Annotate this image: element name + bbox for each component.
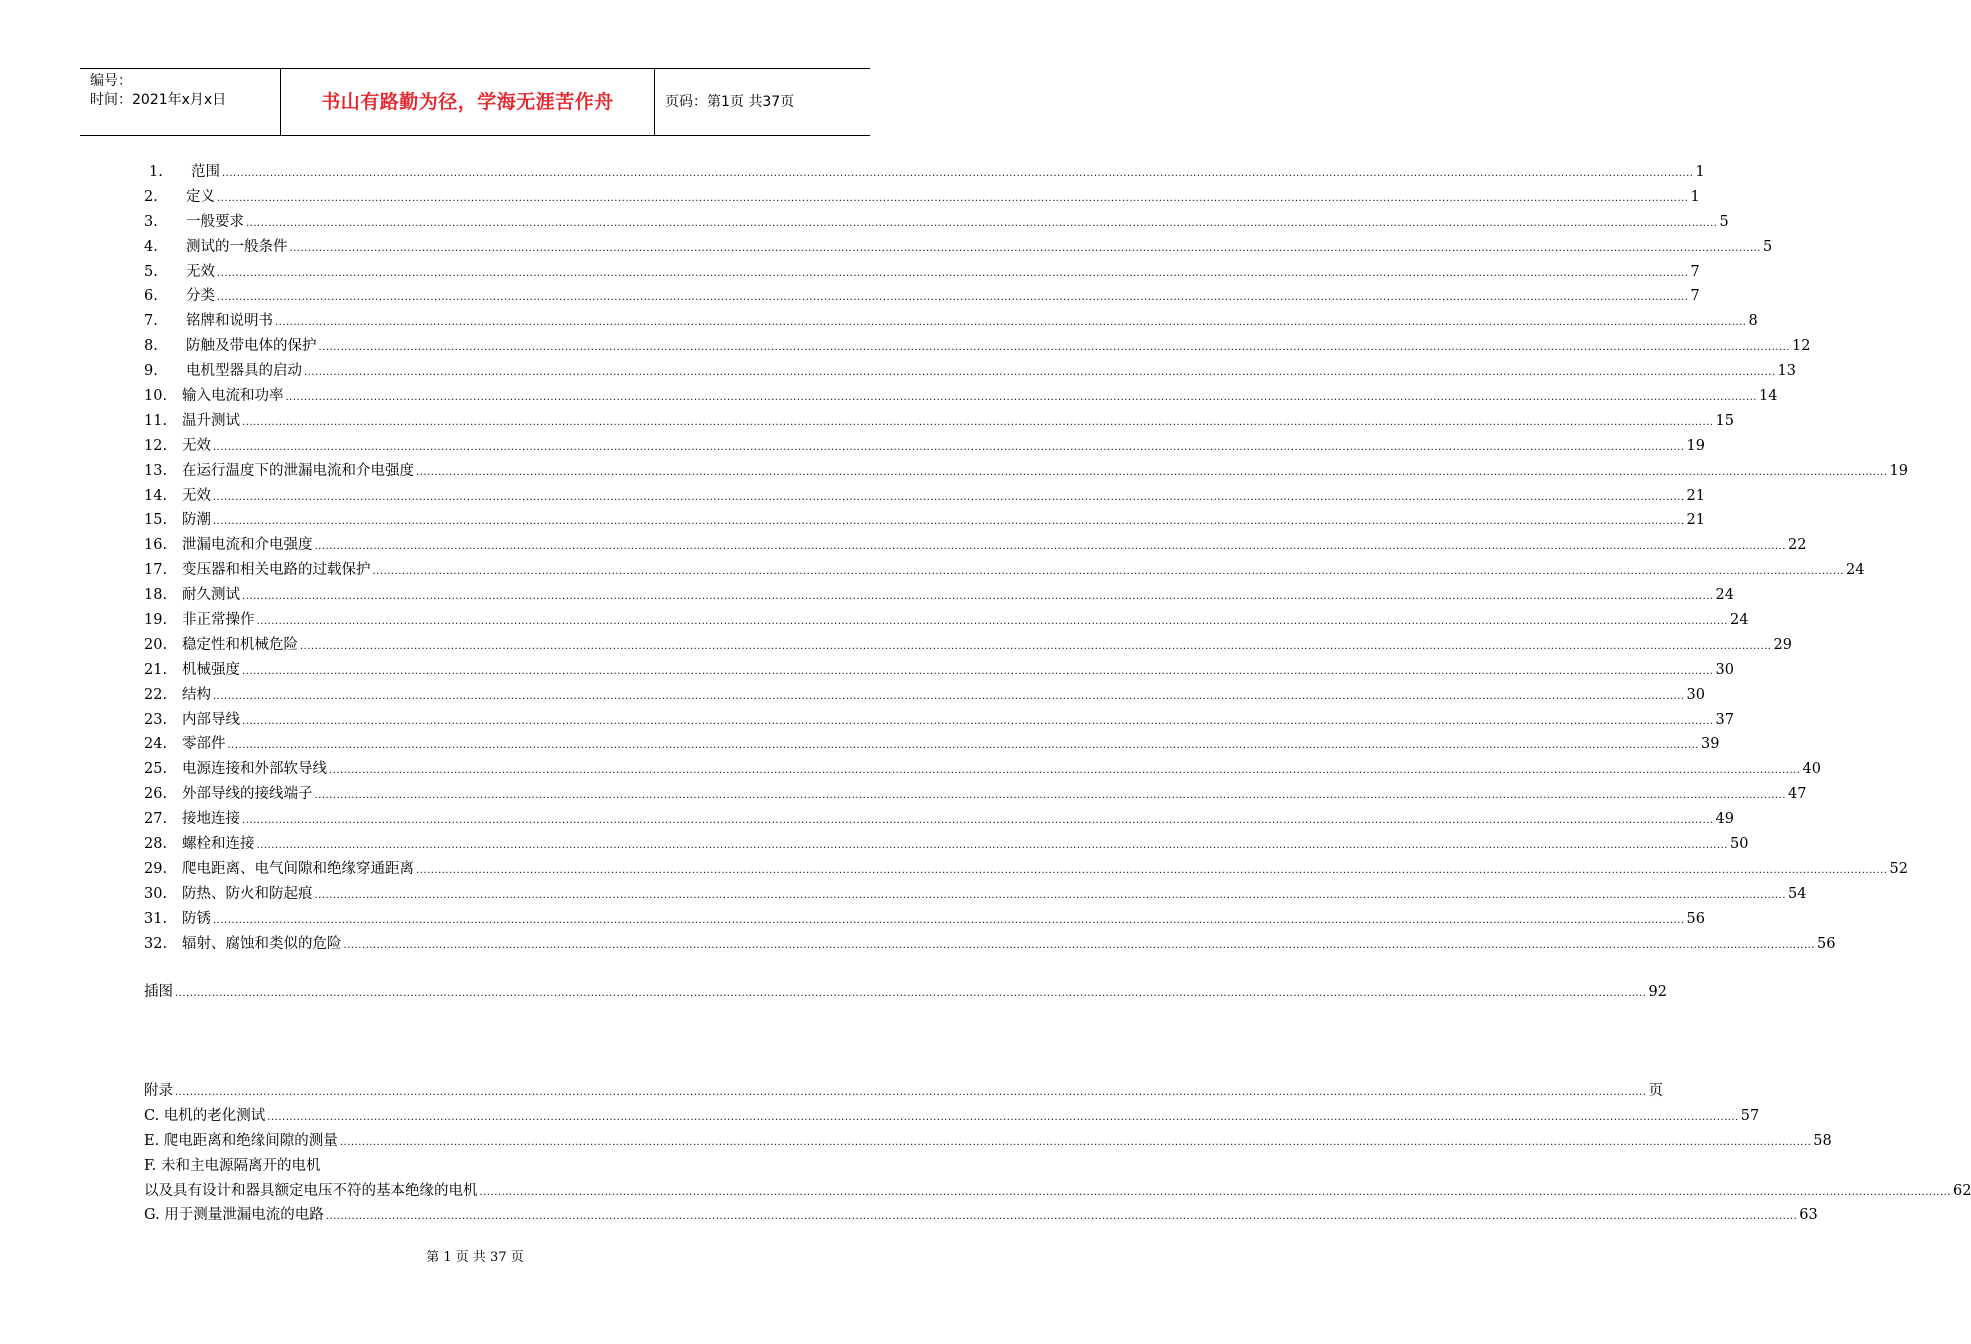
dot-leader: ................................................................................................................................................................................................................................................................................................................................................................................................................ [304, 367, 1776, 379]
entry-title: 防热、防火和防起痕 [182, 885, 313, 902]
toc-entry [144, 658, 1734, 683]
toc-entry [144, 907, 1705, 932]
entry-page: 7 [1690, 288, 1700, 305]
dot-leader: ................................................................................................................................................................................................................................................................................................................................................................................................................ [343, 939, 1815, 951]
dot-leader: ................................................................................................................................................................................................................................................................................................................................................................................................................ [242, 715, 1714, 727]
entry-title: 一般要求 [186, 213, 244, 230]
entry-number: 7. [144, 313, 158, 330]
entry-page: 22 [1787, 537, 1807, 554]
entry-number: 16. [144, 537, 168, 554]
dot-leader: ................................................................................................................................................................................................................................................................................................................................................................................................................ [217, 192, 1689, 204]
toc-entry [144, 807, 1734, 832]
dot-leader: ................................................................................................................................................................................................................................................................................................................................................................................................................ [325, 1211, 1798, 1223]
entry-number: 2. [144, 188, 158, 205]
dot-leader: ................................................................................................................................................................................................................................................................................................................................................................................................................ [246, 217, 1718, 229]
entry-page: 58 [1813, 1132, 1832, 1149]
entry-number: 13. [144, 462, 168, 479]
entry-number: 3. [144, 213, 158, 230]
entry-page: 14 [1758, 388, 1778, 405]
entry-number: 12. [144, 437, 168, 454]
toc-entry [144, 359, 1796, 384]
dot-leader: ................................................................................................................................................................................................................................................................................................................................................................................................................ [275, 317, 1747, 329]
dot-leader: ................................................................................................................................................................................................................................................................................................................................................................................................................ [175, 988, 1647, 999]
dot-leader: ................................................................................................................................................................................................................................................................................................................................................................................................................ [242, 815, 1714, 827]
entry-title: 以及具有设计和器具额定电压不符的基本绝缘的电机 [144, 1182, 478, 1199]
entry-page: 29 [1773, 636, 1792, 653]
entry-number: 18. [144, 587, 168, 604]
entry-title: 防锈 [182, 910, 211, 927]
entry-title: 在运行温度下的泄漏电流和介电强度 [182, 462, 414, 479]
toc-entry [144, 683, 1705, 708]
entry-page: 56 [1686, 910, 1705, 927]
entry-title: 无效 [182, 437, 211, 454]
dot-leader: ................................................................................................................................................................................................................................................................................................................................................................................................................ [217, 267, 1689, 279]
toc-entry [144, 533, 1807, 558]
toc-entry [144, 260, 1700, 285]
entry-title: 附录 [144, 1083, 173, 1099]
appendix-entry [144, 1203, 1818, 1228]
entry-title: 防潮 [182, 512, 211, 529]
header-meta [80, 69, 281, 135]
entry-title: E. 爬电距离和绝缘间隙的测量 [144, 1132, 338, 1149]
dot-leader: ................................................................................................................................................................................................................................................................................................................................................................................................................ [213, 491, 1685, 503]
entry-title: 防触及带电体的保护 [186, 338, 317, 355]
entry-title: 输入电流和功率 [182, 388, 284, 405]
entry-page: 37 [1715, 711, 1734, 728]
entry-page: 39 [1700, 736, 1720, 753]
appendix-entry [144, 1154, 444, 1179]
dot-leader: ................................................................................................................................................................................................................................................................................................................................................................................................................ [217, 292, 1689, 304]
entry-page: 63 [1799, 1207, 1818, 1224]
entry-number: 25. [144, 761, 168, 778]
dot-leader: ................................................................................................................................................................................................................................................................................................................................................................................................................ [318, 342, 1790, 354]
entry-title: 耐久测试 [182, 587, 240, 604]
appendix-entry [144, 1179, 1971, 1204]
toc-entry [144, 583, 1734, 608]
dot-leader: ................................................................................................................................................................................................................................................................................................................................................................................................................ [213, 516, 1685, 528]
entry-number: 29. [144, 860, 168, 877]
entry-title: 爬电距离、电气间隙和绝缘穿通距离 [182, 860, 414, 877]
header-page-info: 页码：第1页 共37页 [665, 94, 795, 110]
entry-page: 49 [1715, 811, 1734, 828]
entry-number: 28. [144, 836, 168, 853]
entry-title: F. 未和主电源隔离开的电机 [144, 1157, 321, 1174]
entry-number: 14. [144, 487, 168, 504]
appendix-header [144, 1079, 1663, 1104]
dot-leader: ................................................................................................................................................................................................................................................................................................................................................................................................................ [314, 790, 1786, 802]
figures-entry [144, 980, 1667, 1005]
entry-title: G. 用于测量泄漏电流的电路 [144, 1207, 324, 1224]
entry-number: 21. [144, 661, 168, 678]
dot-leader: ................................................................................................................................................................................................................................................................................................................................................................................................................ [256, 616, 1728, 628]
dot-leader: ................................................................................................................................................................................................................................................................................................................................................................................................................ [242, 591, 1714, 603]
dot-leader: ................................................................................................................................................................................................................................................................................................................................................................................................................ [242, 416, 1714, 428]
entry-page: 1 [1695, 164, 1705, 180]
entry-title: C. 电机的老化测试 [144, 1107, 266, 1124]
entry-number: 8. [144, 338, 158, 355]
entry-page: 5 [1762, 238, 1773, 255]
dot-leader: ................................................................................................................................................................................................................................................................................................................................................................................................................ [314, 889, 1786, 901]
dot-leader: ................................................................................................................................................................................................................................................................................................................................................................................................................ [300, 640, 1772, 652]
entry-page: 24 [1715, 587, 1734, 604]
toc-entry [144, 633, 1792, 658]
entry-page: 56 [1816, 935, 1836, 952]
entry-title: 内部导线 [182, 711, 240, 728]
entry-page: 30 [1686, 686, 1705, 703]
toc-entry [144, 857, 1908, 882]
entry-title: 分类 [186, 288, 215, 305]
time-label: 时间：2021年x月x日 [90, 92, 227, 108]
entry-title: 泄漏电流和介电强度 [182, 537, 313, 554]
entry-number: 30. [144, 885, 168, 902]
entry-title: 范围 [191, 164, 220, 180]
toc-entry [144, 459, 1908, 484]
dot-leader: ................................................................................................................................................................................................................................................................................................................................................................................................................ [213, 914, 1685, 926]
dot-leader: ................................................................................................................................................................................................................................................................................................................................................................................................................ [416, 466, 1888, 478]
page-footer: 第 1 页 共 37 页 [426, 1250, 524, 1265]
dot-leader: ................................................................................................................................................................................................................................................................................................................................................................................................................ [256, 840, 1728, 852]
entry-page: 40 [1802, 761, 1821, 778]
appendix-entry [144, 1129, 1832, 1154]
entry-page: 21 [1686, 487, 1705, 504]
entry-title: 接地连接 [182, 811, 240, 828]
entry-page: 52 [1889, 860, 1908, 877]
dot-leader: ................................................................................................................................................................................................................................................................................................................................................................................................................ [416, 864, 1888, 876]
toc-entry [144, 484, 1705, 509]
entry-number: 26. [144, 786, 168, 803]
entry-page: 7 [1690, 263, 1700, 280]
entry-title: 定义 [186, 188, 215, 205]
entry-title: 无效 [182, 487, 211, 504]
toc-entry [144, 309, 1758, 334]
entry-title: 螺栓和连接 [182, 836, 255, 853]
dot-leader: ................................................................................................................................................................................................................................................................................................................................................................................................................ [242, 665, 1714, 677]
entry-number: 9. [144, 363, 158, 380]
entry-page: 13 [1777, 363, 1796, 380]
entry-page: 24 [1729, 612, 1749, 629]
dot-leader: ................................................................................................................................................................................................................................................................................................................................................................................................................ [329, 765, 1801, 777]
entry-number: 17. [144, 562, 168, 579]
entry-title: 无效 [186, 263, 215, 280]
dot-leader: ................................................................................................................................................................................................................................................................................................................................................................................................................ [227, 740, 1699, 752]
entry-title: 电源连接和外部软导线 [182, 761, 327, 778]
entry-page: 62 [1952, 1182, 1971, 1199]
toc-entry [144, 160, 1705, 185]
toc-entry [144, 409, 1734, 434]
entry-title: 辐射、腐蚀和类似的危险 [182, 935, 342, 952]
toc-entry [144, 732, 1720, 757]
entry-page: 19 [1889, 462, 1908, 479]
entry-page: 50 [1729, 836, 1749, 853]
entry-title: 外部导线的接线端子 [182, 786, 313, 803]
dot-leader: ................................................................................................................................................................................................................................................................................................................................................................................................................ [289, 242, 1761, 254]
entry-title: 非正常操作 [182, 612, 255, 629]
entry-page: 8 [1748, 313, 1758, 330]
entry-page: 57 [1740, 1107, 1760, 1124]
entry-page: 24 [1845, 562, 1865, 579]
entry-title: 零部件 [182, 736, 226, 753]
dot-leader: ................................................................................................................................................................................................................................................................................................................................................................................................................ [314, 541, 1786, 553]
entry-page: 92 [1648, 984, 1667, 1000]
dot-leader: ................................................................................................................................................................................................................................................................................................................................................................................................................ [285, 392, 1757, 404]
toc-entry [144, 708, 1734, 733]
entry-page: 47 [1787, 786, 1807, 803]
dot-leader: ................................................................................................................................................................................................................................................................................................................................................................................................................ [213, 441, 1685, 453]
entry-page: 12 [1791, 338, 1811, 355]
entry-number: 5. [144, 263, 158, 280]
entry-title: 温升测试 [182, 412, 240, 429]
toc-entry [144, 932, 1836, 957]
entry-number: 32. [144, 935, 168, 952]
entry-page: 1 [1690, 188, 1700, 205]
entry-page: 15 [1715, 412, 1734, 429]
toc-entry [144, 782, 1807, 807]
toc-entry [144, 757, 1821, 782]
entry-number: 10. [144, 388, 168, 405]
entry-title: 铭牌和说明书 [186, 313, 273, 330]
entry-number: 11. [144, 412, 168, 429]
entry-number: 4. [144, 238, 158, 255]
toc-entry [144, 558, 1865, 583]
toc-entry [144, 334, 1811, 359]
entry-title: 稳定性和机械危险 [182, 636, 298, 653]
entry-page: 21 [1686, 512, 1705, 529]
entry-title: 机械强度 [182, 661, 240, 678]
entry-page: 页 [1648, 1083, 1663, 1099]
toc-entry [144, 508, 1705, 533]
entry-title: 插图 [144, 984, 173, 1000]
toc-entry [144, 434, 1705, 459]
entry-number: 1. [149, 164, 163, 180]
dot-leader: ................................................................................................................................................................................................................................................................................................................................................................................................................ [339, 1136, 1812, 1148]
entry-number: 27. [144, 811, 168, 828]
entry-number: 6. [144, 288, 158, 305]
header-motto: 书山有路勤为径，学海无涯苦作舟 [281, 69, 655, 135]
table-of-contents [144, 160, 1908, 957]
entry-page: 54 [1787, 885, 1807, 902]
entry-title: 电机型器具的启动 [186, 363, 302, 380]
entry-number: 19. [144, 612, 168, 629]
entry-number: 15. [144, 512, 168, 529]
entry-title: 测试的一般条件 [186, 238, 288, 255]
entry-page: 19 [1686, 437, 1705, 454]
dot-leader: ................................................................................................................................................................................................................................................................................................................................................................................................................ [222, 168, 1694, 179]
dot-leader: ................................................................................................................................................................................................................................................................................................................................................................................................................ [175, 1087, 1647, 1098]
appendix-section [144, 1079, 1971, 1228]
toc-entry [144, 235, 1773, 260]
page-header [80, 68, 870, 136]
dot-leader: ................................................................................................................................................................................................................................................................................................................................................................................................................ [479, 1186, 1951, 1198]
toc-entry [144, 185, 1700, 210]
entry-number: 31. [144, 910, 168, 927]
dot-leader: ................................................................................................................................................................................................................................................................................................................................................................................................................ [213, 690, 1685, 702]
toc-entry [144, 384, 1778, 409]
figures-row [144, 980, 1667, 1005]
dot-leader: ................................................................................................................................................................................................................................................................................................................................................................................................................ [267, 1111, 1739, 1123]
entry-number: 22. [144, 686, 168, 703]
entry-number: 24. [144, 736, 168, 753]
toc-entry [144, 284, 1700, 309]
entry-title: 结构 [182, 686, 211, 703]
entry-title: 变压器和相关电路的过载保护 [182, 562, 371, 579]
dot-leader: ................................................................................................................................................................................................................................................................................................................................................................................................................ [372, 566, 1844, 578]
entry-page: 5 [1719, 213, 1729, 230]
toc-entry [144, 882, 1807, 907]
toc-entry [144, 608, 1749, 633]
entry-number: 23. [144, 711, 168, 728]
appendix-entry [144, 1104, 1760, 1129]
entry-number: 20. [144, 636, 168, 653]
toc-entry [144, 832, 1749, 857]
entry-page: 30 [1715, 661, 1734, 678]
code-label: 编号： [90, 73, 132, 89]
toc-entry [144, 210, 1729, 235]
